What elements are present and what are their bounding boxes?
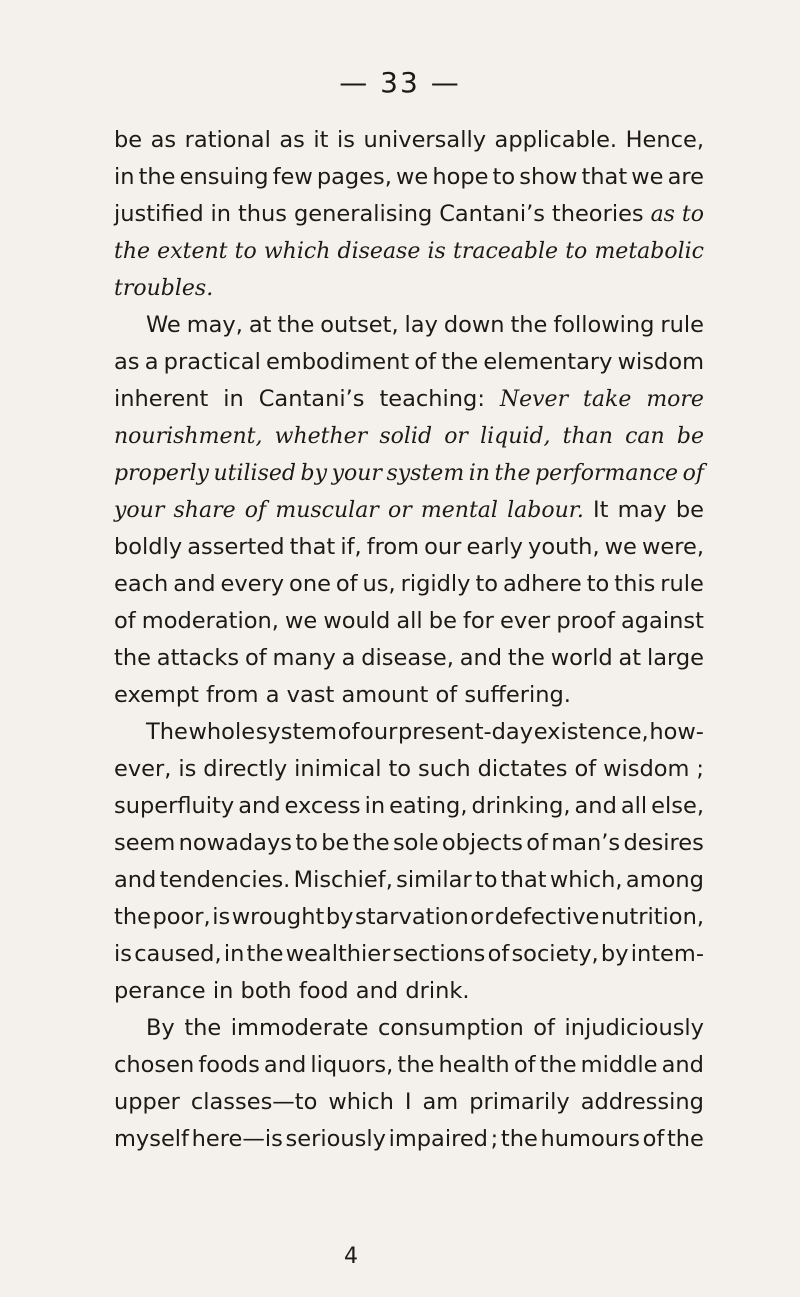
- word: attacks: [156, 645, 240, 671]
- word: are: [667, 164, 704, 190]
- word: elementary: [483, 349, 613, 375]
- word: By: [146, 1015, 175, 1041]
- word: us,: [362, 571, 396, 597]
- word: in: [223, 386, 244, 412]
- italic-word: which: [263, 239, 331, 264]
- word: Mischief,: [293, 867, 393, 893]
- text-line: [114, 122, 704, 159]
- text-line: [114, 529, 704, 566]
- word: ;: [696, 756, 704, 782]
- word: whole: [188, 719, 256, 745]
- word: both: [240, 978, 292, 1004]
- italic-word: nourishment,: [114, 424, 263, 449]
- word: which,: [549, 867, 623, 893]
- italic-word: metabolic: [594, 239, 704, 264]
- italic-word: to: [565, 239, 588, 264]
- word: the: [539, 1052, 577, 1078]
- word: universally: [363, 127, 487, 153]
- word: to: [474, 867, 498, 893]
- word: seem: [114, 830, 176, 856]
- italic-word: of: [682, 461, 704, 486]
- word: of: [642, 1126, 665, 1152]
- word: wisdom: [603, 756, 690, 782]
- word: drink.: [405, 978, 470, 1004]
- word: society,: [511, 941, 599, 967]
- word: consumption: [378, 1015, 524, 1041]
- word: food: [298, 978, 349, 1004]
- word: suffering.: [464, 682, 571, 708]
- word: practical: [163, 349, 261, 375]
- word: ;: [490, 1126, 499, 1152]
- word: how-: [649, 719, 704, 745]
- italic-word: as: [650, 202, 675, 227]
- word: hope: [432, 164, 489, 190]
- italic-word: liquid,: [480, 424, 551, 449]
- word: if,: [340, 534, 362, 560]
- word: such: [418, 756, 471, 782]
- word: adhere: [503, 571, 582, 597]
- italic-word: more: [646, 387, 704, 412]
- italic-word: your: [114, 498, 165, 523]
- word: or: [470, 904, 494, 930]
- word: is: [178, 756, 197, 782]
- text-line: [114, 751, 704, 788]
- word: thus: [237, 201, 288, 227]
- word: directly: [203, 756, 288, 782]
- word: to: [492, 164, 516, 190]
- word: is: [212, 904, 231, 930]
- italic-word: to: [234, 239, 257, 264]
- italic-word: or: [387, 498, 412, 523]
- word: it: [313, 127, 329, 153]
- word: and: [574, 793, 617, 819]
- italic-word: your: [331, 461, 382, 486]
- text-line: [114, 1084, 704, 1121]
- italic-word: be: [676, 424, 704, 449]
- word: for: [463, 608, 494, 634]
- word: here—is: [191, 1126, 283, 1152]
- word: primarily: [469, 1089, 570, 1115]
- word: wrought: [231, 904, 325, 930]
- word: of: [335, 571, 358, 597]
- word: we: [604, 534, 637, 560]
- word: existence,: [533, 719, 649, 745]
- word: the: [114, 645, 151, 671]
- word: our: [360, 719, 398, 745]
- text-line: [114, 936, 704, 973]
- word: rule: [660, 571, 704, 597]
- word: we: [284, 608, 318, 634]
- word: intem-: [630, 941, 704, 967]
- word: all: [396, 608, 423, 634]
- word: by: [600, 941, 629, 967]
- word: the: [500, 1126, 538, 1152]
- word: the: [352, 830, 390, 856]
- word: is: [114, 941, 132, 967]
- word: injudiciously: [564, 1015, 704, 1041]
- text-line: [114, 788, 704, 825]
- word: defective: [494, 904, 600, 930]
- italic-word: mental: [420, 498, 498, 523]
- word: sections: [392, 941, 486, 967]
- italic-word: performance: [535, 461, 679, 486]
- word: a: [341, 645, 356, 671]
- word: a: [265, 682, 280, 708]
- word: eating,: [389, 793, 468, 819]
- word: would: [323, 608, 391, 634]
- word: starvation: [354, 904, 469, 930]
- word: I: [404, 1089, 412, 1115]
- word: this: [614, 571, 656, 597]
- text-line: [114, 1010, 704, 1047]
- word: wisdom: [617, 349, 704, 375]
- word: proof: [556, 608, 615, 634]
- word: world: [550, 645, 613, 671]
- word: show: [519, 164, 578, 190]
- word: to: [475, 571, 499, 597]
- italic-word: is: [427, 239, 446, 264]
- word: of: [337, 719, 360, 745]
- page-body-text: [114, 122, 704, 1158]
- italic-word: take: [583, 387, 632, 412]
- word: ever: [500, 608, 551, 634]
- word: we: [395, 164, 429, 190]
- word: be: [428, 608, 457, 634]
- word: foods: [198, 1052, 260, 1078]
- word: Cantani’s: [258, 386, 365, 412]
- word: many: [272, 645, 336, 671]
- word: The: [146, 719, 188, 745]
- word: boldly: [114, 534, 183, 560]
- word: pages,: [316, 164, 392, 190]
- word: of: [244, 645, 267, 671]
- word: inimical: [294, 756, 382, 782]
- word: which: [328, 1089, 394, 1115]
- word: similar: [396, 867, 472, 893]
- word: were,: [641, 534, 704, 560]
- word: present-day: [397, 719, 534, 745]
- text-line: [114, 862, 704, 899]
- italic-word: or: [444, 424, 468, 449]
- word: drinking,: [471, 793, 571, 819]
- text-line: [114, 196, 704, 233]
- text-line: [114, 455, 704, 492]
- word: caused,: [134, 941, 222, 967]
- word: to: [388, 756, 412, 782]
- text-line: [114, 307, 704, 344]
- italic-word: in: [468, 461, 490, 486]
- word: excess: [284, 793, 361, 819]
- text-line: [114, 603, 704, 640]
- word: superfluity: [114, 793, 235, 819]
- italic-word: disease: [337, 239, 421, 264]
- word: lay: [404, 312, 438, 338]
- word: addressing: [580, 1089, 704, 1115]
- italic-word: whether: [274, 424, 368, 449]
- word: middle: [580, 1052, 658, 1078]
- text-line: [114, 233, 704, 270]
- word: against: [620, 608, 704, 634]
- italic-word: properly: [114, 461, 209, 486]
- word: and: [661, 1052, 704, 1078]
- word: health: [438, 1052, 510, 1078]
- word: outset,: [320, 312, 399, 338]
- word: of: [114, 608, 136, 634]
- word: rule: [660, 312, 704, 338]
- word: may,: [186, 312, 243, 338]
- word: chosen: [114, 1052, 195, 1078]
- word: be: [675, 497, 704, 523]
- word: of: [435, 682, 458, 708]
- word: of: [526, 830, 548, 856]
- text-line: [114, 899, 704, 936]
- word: may: [617, 497, 667, 523]
- text-line: [114, 270, 704, 307]
- word: and: [238, 793, 281, 819]
- word: every: [220, 571, 285, 597]
- word: and: [173, 571, 216, 597]
- word: the: [277, 312, 315, 338]
- signature-mark: 4: [344, 1244, 358, 1269]
- word: and: [459, 645, 503, 671]
- word: following: [553, 312, 655, 338]
- word: perance: [114, 978, 206, 1004]
- word: youth,: [528, 534, 600, 560]
- italic-word: extent: [157, 239, 228, 264]
- word: disease,: [361, 645, 454, 671]
- word: upper: [114, 1089, 180, 1115]
- italic-word: to: [681, 202, 704, 227]
- text-line: [114, 677, 704, 714]
- word: be: [114, 127, 143, 153]
- word: theories: [551, 201, 644, 227]
- word: the: [441, 349, 479, 375]
- page-number: — 33 —: [339, 66, 461, 99]
- word: from: [366, 534, 420, 560]
- word: teaching:: [379, 386, 485, 412]
- word: the: [510, 312, 548, 338]
- italic-word: utilised: [213, 461, 296, 486]
- word: as: [150, 127, 177, 153]
- word: all: [620, 793, 648, 819]
- text-line: [114, 640, 704, 677]
- word: and: [263, 1052, 307, 1078]
- word: poor,: [152, 904, 211, 930]
- word: rigidly: [400, 571, 471, 597]
- word: inherent: [114, 386, 209, 412]
- italic-word: Never: [499, 387, 569, 412]
- word: else,: [651, 793, 704, 819]
- word: asserted: [187, 534, 285, 560]
- word: from: [206, 682, 259, 708]
- word: ensuing: [179, 164, 269, 190]
- word: liquors,: [310, 1052, 394, 1078]
- text-line: [114, 825, 704, 862]
- italic-word: traceable: [452, 239, 559, 264]
- word: applicable.: [494, 127, 618, 153]
- italic-word: the: [114, 239, 151, 264]
- word: immoderate: [230, 1015, 369, 1041]
- word: as: [279, 127, 305, 153]
- word: exempt: [114, 682, 199, 708]
- word: in: [364, 793, 386, 819]
- word: of: [487, 941, 510, 967]
- italic-word: solid: [379, 424, 433, 449]
- text-line: [114, 714, 704, 751]
- word: at: [618, 645, 642, 671]
- word: sole: [392, 830, 439, 856]
- word: to: [586, 571, 610, 597]
- text-line: [114, 492, 704, 529]
- word: is: [337, 127, 355, 153]
- word: man’s: [551, 830, 621, 856]
- text-line: [114, 344, 704, 381]
- word: each: [114, 571, 169, 597]
- word: large: [646, 645, 704, 671]
- italic-word: of: [244, 498, 267, 523]
- word: impaired: [388, 1126, 488, 1152]
- word: by: [325, 904, 354, 930]
- word: objects: [441, 830, 523, 856]
- text-line: [114, 1121, 704, 1158]
- word: early: [466, 534, 523, 560]
- word: that: [289, 534, 336, 560]
- text-line: [114, 418, 704, 455]
- word: in: [210, 201, 232, 227]
- word: justified: [114, 201, 204, 227]
- word: in: [114, 164, 135, 190]
- word: amount: [341, 682, 429, 708]
- word: few: [272, 164, 313, 190]
- word: the: [138, 164, 176, 190]
- word: of: [574, 756, 597, 782]
- word: nutrition,: [600, 904, 704, 930]
- word: of: [414, 349, 437, 375]
- word: the: [114, 904, 151, 930]
- word: the: [507, 645, 545, 671]
- word: We: [146, 312, 181, 338]
- word: vast: [286, 682, 335, 708]
- word: rational: [184, 127, 271, 153]
- word: that: [500, 867, 547, 893]
- word: wealthier: [285, 941, 391, 967]
- word: dictates: [477, 756, 568, 782]
- word: down: [443, 312, 505, 338]
- word: It: [593, 497, 609, 523]
- word: system: [255, 719, 338, 745]
- word: seriously: [285, 1126, 386, 1152]
- word: Hence,: [625, 127, 704, 153]
- word: that: [581, 164, 628, 190]
- italic-word: labour.: [507, 498, 584, 523]
- word: the: [184, 1015, 222, 1041]
- text-line: [114, 1047, 704, 1084]
- word: classes—to: [190, 1089, 318, 1115]
- italic-word: the: [494, 461, 531, 486]
- text-line: [114, 973, 704, 1010]
- word: our: [424, 534, 462, 560]
- word: humours: [540, 1126, 640, 1152]
- word: the: [246, 941, 284, 967]
- word: we: [631, 164, 664, 190]
- italic-word: system: [386, 461, 465, 486]
- text-line: [114, 159, 704, 196]
- word: at: [248, 312, 272, 338]
- word: am: [422, 1089, 459, 1115]
- text-line: [114, 381, 704, 418]
- word: ever,: [114, 756, 172, 782]
- italic-word: can: [625, 424, 665, 449]
- italic-word: than: [562, 424, 613, 449]
- word: and: [114, 867, 157, 893]
- word: myself: [114, 1126, 189, 1152]
- word: desires: [623, 830, 704, 856]
- word: as: [114, 349, 140, 375]
- italic-word: troubles.: [114, 276, 214, 301]
- word: a: [144, 349, 159, 375]
- word: among: [625, 867, 704, 893]
- word: one: [289, 571, 331, 597]
- word: of: [513, 1052, 536, 1078]
- word: moderation,: [141, 608, 279, 634]
- text-line: [114, 566, 704, 603]
- word: be: [321, 830, 350, 856]
- italic-word: muscular: [275, 498, 379, 523]
- italic-word: share: [173, 498, 236, 523]
- word: Cantani’s: [439, 201, 545, 227]
- italic-word: by: [300, 461, 328, 486]
- word: of: [533, 1015, 555, 1041]
- word: embodiment: [266, 349, 410, 375]
- word: generalising: [293, 201, 433, 227]
- word: and: [355, 978, 399, 1004]
- word: tendencies.: [159, 867, 291, 893]
- word: to: [295, 830, 318, 856]
- word: the: [397, 1052, 435, 1078]
- word: in: [212, 978, 234, 1004]
- word: in: [223, 941, 245, 967]
- word: the: [666, 1126, 704, 1152]
- word: nowadays: [178, 830, 292, 856]
